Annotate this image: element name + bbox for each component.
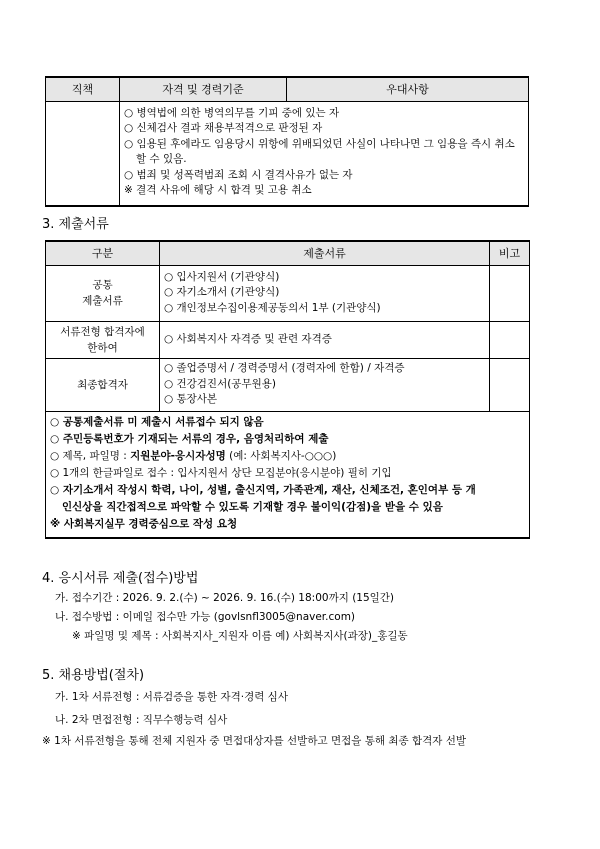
header-documents: 제출서류 <box>160 241 490 265</box>
category-line: 한하여 <box>87 341 118 354</box>
note-item: ○ 주민등록번호가 기재되는 서류의 경우, 음영처리하여 제출 <box>50 433 329 445</box>
section-4-title: 4. 응시서류 제출(접수)방법 <box>42 571 199 586</box>
note-item: ○ 공통제출서류 미 제출시 서류접수 되지 않음 <box>50 416 264 428</box>
documents-cell <box>160 358 490 411</box>
category-cell <box>46 358 160 411</box>
header-position: 직책 <box>46 77 120 101</box>
remarks-cell <box>490 321 530 358</box>
document-item: ○ 입사지원서 (기관양식) <box>164 270 280 283</box>
qualification-item: 할 수 있음. <box>136 153 187 165</box>
remarks-cell <box>490 358 530 411</box>
category-line: 서류전형 합격자에 <box>60 325 145 338</box>
note-prefix: ○ 제목, 파일명 : <box>50 450 131 462</box>
documents-table <box>45 240 530 412</box>
category-line: 제출서류 <box>82 295 123 307</box>
note-item <box>50 448 525 465</box>
note-item: ○ 자기소개서 작성시 학력, 나이, 성별, 출신지역, 가족관계, 재산, 신체조건, 혼인여부 등 개 <box>50 484 476 496</box>
qualification-item: ○ 병역법에 의한 병역의무를 기피 중에 있는 자 <box>124 106 340 119</box>
note-item: ○ 1개의 한글파일로 접수 : 입사지원서 상단 모집분야(응시분야) 필히 기입 <box>50 467 392 479</box>
header-qualification: 자격 및 경력기준 <box>120 77 287 101</box>
qualification-item: ○ 임용된 후에라도 임용당시 위항에 위배되었던 사실이 나타나면 그 임용을 즉시 취소 <box>124 137 515 150</box>
document-item: ○ 사회복지사 자격증 및 관련 자격증 <box>164 332 332 345</box>
header-remarks: 비고 <box>490 241 530 265</box>
step-1: 가. 1차 서류전형 : 서류검증을 통한 자격·경력 심사 <box>55 691 288 703</box>
selection-note: ※ 1차 서류전형을 통해 전체 지원자 중 면접대상자를 선발하고 면접을 통해 최종 합격자 선발 <box>42 735 467 747</box>
table-row <box>46 321 530 358</box>
table-row <box>46 265 530 321</box>
note-suffix: (예: 사회복지사-○○○) <box>225 450 337 462</box>
qualification-table <box>45 76 529 207</box>
table-row <box>46 358 530 411</box>
remarks-cell <box>490 265 530 321</box>
qualification-item: ○ 신체검사 결과 채용부적격으로 판정된 자 <box>124 122 323 134</box>
category-cell <box>46 265 160 321</box>
category-line: 최종합격자 <box>77 378 128 391</box>
note-bold: 지원분야-응시자성명 <box>130 450 226 462</box>
qualification-item: ※ 결격 사유에 해당 시 합격 및 고용 취소 <box>124 184 312 196</box>
document-item: ○ 통장사본 <box>164 393 218 406</box>
header-category: 구분 <box>46 241 160 265</box>
documents-cell <box>160 321 490 358</box>
application-period: 가. 접수기간 : 2026. 9. 2.(수) ~ 2026. 9. 16.(수) 18:00까지 (15일간) <box>55 592 395 604</box>
note-item: ※ 사회복지실무 경력중심으로 작성 요청 <box>50 518 238 530</box>
application-method: 나. 접수방법 : 이메일 접수만 가능 (govlsnfl3005@naver.com) <box>55 611 356 623</box>
category-line: 공통 <box>92 279 113 291</box>
filename-note: ※ 파일명 및 제목 : 사회복지사_지원자 이름 예) 사회복지사(과장)_홍길동 <box>72 630 408 642</box>
document-item: ○ 자기소개서 (기관양식) <box>164 286 280 299</box>
section-5-title: 5. 채용방법(절차) <box>42 668 145 683</box>
category-cell <box>46 321 160 358</box>
step-2: 나. 2차 면접전형 : 직무수행능력 심사 <box>55 714 228 726</box>
position-cell <box>46 101 120 206</box>
documents-notes <box>45 411 530 539</box>
documents-cell <box>160 265 490 321</box>
header-preference: 우대사항 <box>287 77 529 101</box>
document-item: ○ 개인정보수집이용제공동의서 1부 (기관양식) <box>164 301 381 314</box>
note-item: 인신상을 직간접적으로 파악할 수 있도록 기재할 경우 불이익(감점)을 받을 수 있음 <box>62 501 443 513</box>
document-item: ○ 건강검진서(공무원용) <box>164 377 276 390</box>
document-item: ○ 졸업증명서 / 경력증명서 (경력자에 한함) / 자격증 <box>164 362 405 375</box>
section-3-title: 3. 제출서류 <box>42 217 109 232</box>
qualification-cell <box>120 101 529 206</box>
qualification-item: ○ 범죄 및 성폭력범죄 조회 시 결격사유가 없는 자 <box>124 168 353 181</box>
